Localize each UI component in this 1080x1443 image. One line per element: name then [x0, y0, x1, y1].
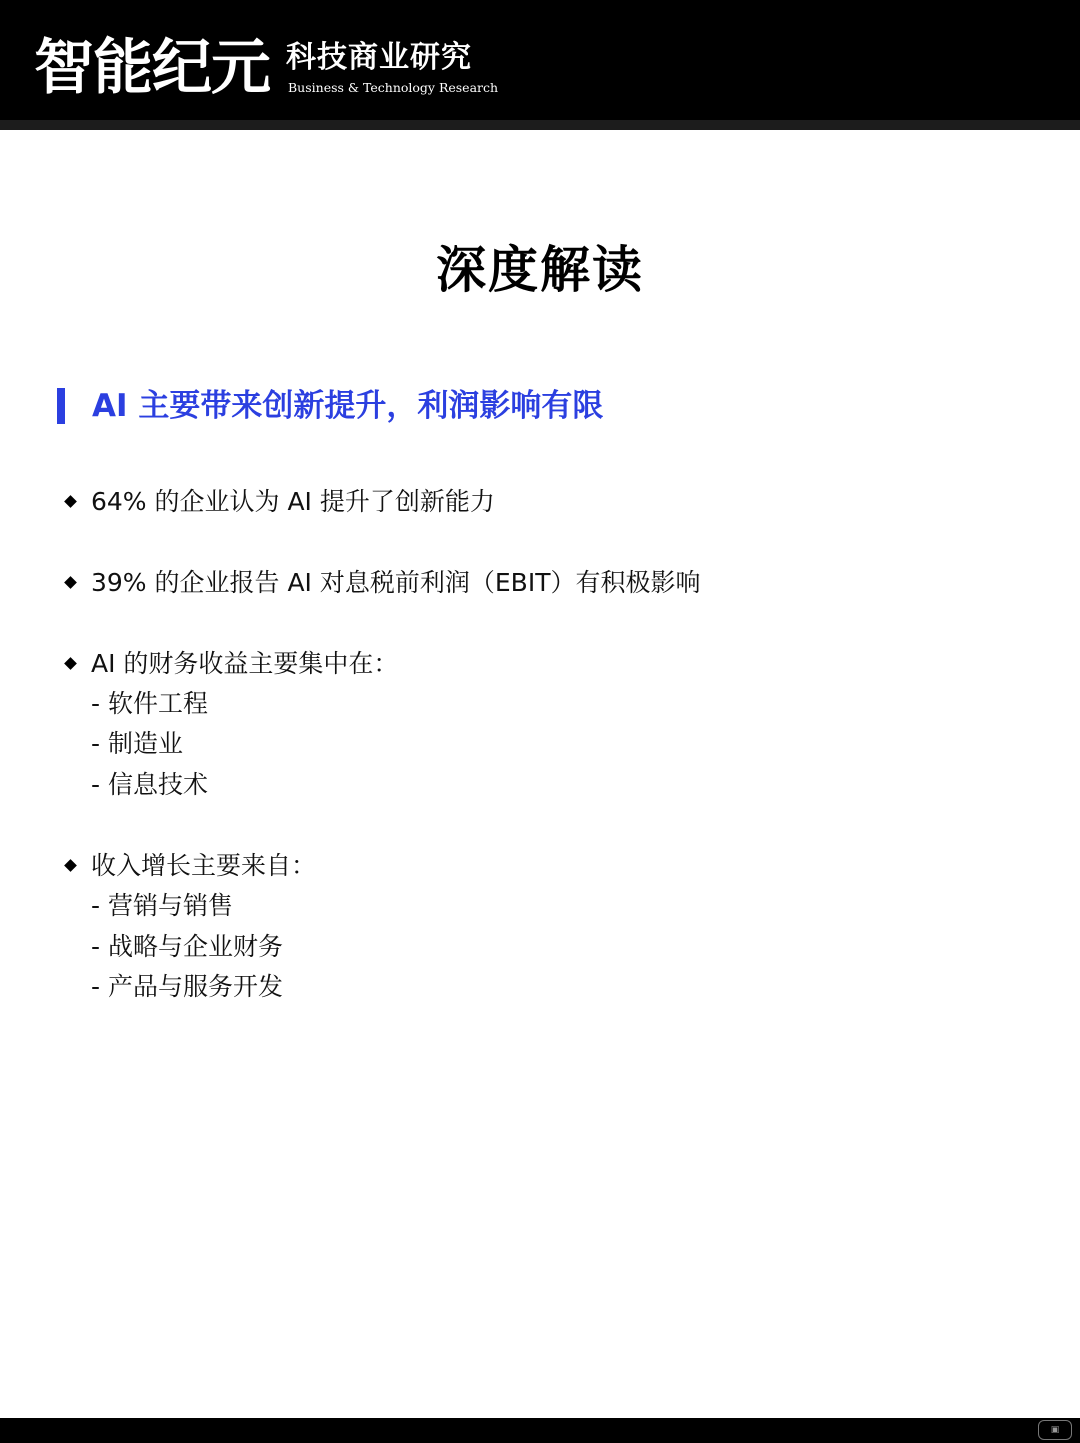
header-bar — [0, 0, 1080, 130]
header-divider — [0, 120, 1080, 130]
sub-list-item: - 信息技术 — [91, 770, 208, 799]
sub-list-item: - 软件工程 — [91, 689, 208, 718]
sub-list-item: - 产品与服务开发 — [91, 972, 283, 1001]
xiaohongshu-logo-icon: ▣ — [1038, 1420, 1072, 1440]
bullet-text: 39% 的企业报告 AI 对息税前利润（EBIT）有积极影响 — [91, 568, 701, 597]
bullet-text: AI 的财务收益主要集中在： — [91, 649, 399, 678]
bullet-text: 64% 的企业认为 AI 提升了创新能力 — [91, 487, 495, 516]
sub-list-item: - 营销与销售 — [91, 891, 233, 920]
footer-bar — [0, 1418, 1080, 1443]
sub-list-item: - 制造业 — [91, 729, 183, 758]
section-accent-bar — [57, 388, 65, 424]
brand-tagline-en: Business & Technology Research — [288, 80, 499, 95]
diamond-bullet-icon — [64, 576, 77, 589]
bullet-text: 收入增长主要来自： — [91, 851, 317, 880]
brand-logo-text: 智能纪元 — [34, 33, 270, 103]
brand-tagline-cn: 科技商业研究 — [286, 40, 472, 75]
page-title: 深度解读 — [436, 240, 644, 299]
diamond-bullet-icon — [64, 495, 77, 508]
sub-list-item: - 战略与企业财务 — [91, 932, 283, 961]
diamond-bullet-icon — [64, 657, 77, 670]
diamond-bullet-icon — [64, 859, 77, 872]
section-heading: AI 主要带来创新提升，利润影响有限 — [92, 388, 604, 424]
